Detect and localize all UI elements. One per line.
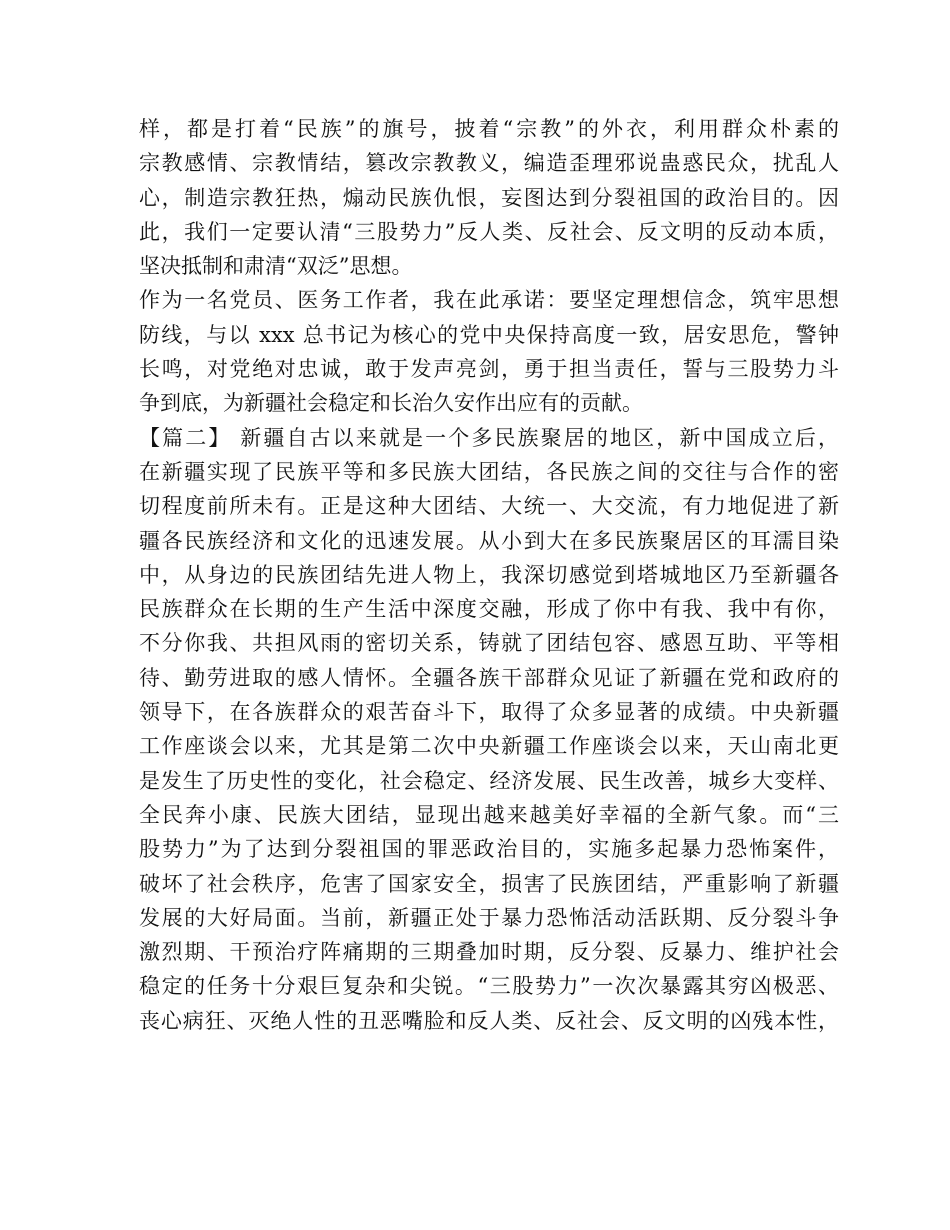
text-line: 切程度前所未有。正是这种大团结、大统一、大交流，有力地促进了新 <box>139 494 839 519</box>
text-line: 破坏了社会秩序，危害了国家安全，损害了民族团结，严重影响了新疆 <box>139 871 839 896</box>
text-line: 稳定的任务十分艰巨复杂和尖锐。“三股势力”一次次暴露其穷凶极恶、 <box>139 974 839 999</box>
text-line: 领导下，在各族群众的艰苦奋斗下，取得了众多显著的成绩。中央新疆 <box>139 700 839 725</box>
text-line: 心，制造宗教狂热，煽动民族仇恨，妄图达到分裂祖国的政治目的。因 <box>139 185 839 210</box>
text-line: 股势力”为了达到分裂祖国的罪恶政治目的，实施多起暴力恐怖案件， <box>139 837 839 862</box>
text-line: 发展的大好局面。当前，新疆正处于暴力恐怖活动活跃期、反分裂斗争 <box>139 905 839 930</box>
text-line: 不分你我、共担风雨的密切关系，铸就了团结包容、感恩互助、平等相 <box>139 631 839 656</box>
section-heading-line: 【篇二】 新疆自古以来就是一个多民族聚居的地区，新中国成立后， <box>139 425 839 450</box>
text-line: 在新疆实现了民族平等和多民族大团结，各民族之间的交往与合作的密 <box>139 459 839 484</box>
text-line: 激烈期、干预治疗阵痛期的三期叠加时期，反分裂、反暴力、维护社会 <box>139 940 839 965</box>
text-line: 争到底，为新疆社会稳定和长治久安作出应有的贡献。 <box>139 391 643 416</box>
text-line: 长鸣，对党绝对忠诚，敢于发声亮剑，勇于担当责任，誓与三股势力斗 <box>139 357 839 382</box>
text-line: 宗教感情、宗教情结，篡改宗教教义，编造歪理邪说蛊惑民众，扰乱人 <box>139 151 839 176</box>
text-line: 中，从身边的民族团结先进人物上，我深切感觉到塔城地区乃至新疆各 <box>139 562 839 587</box>
text-line: 疆各民族经济和文化的迅速发展。从小到大在多民族聚居区的耳濡目染 <box>139 528 839 553</box>
text-line: 作为一名党员、医务工作者，我在此承诺：要坚定理想信念，筑牢思想 <box>139 288 839 313</box>
text-line: 此，我们一定要认清“三股势力”反人类、反社会、反文明的反动本质， <box>139 219 839 244</box>
text-line: 民族群众在长期的生产生活中深度交融，形成了你中有我、我中有你， <box>139 597 839 622</box>
text-line: 工作座谈会以来，尤其是第二次中央新疆工作座谈会以来，天山南北更 <box>139 734 839 759</box>
text-line: 是发生了历史性的变化，社会稳定、经济发展、民生改善，城乡大变样、 <box>139 768 839 793</box>
text-line: 防线，与以 xxx 总书记为核心的党中央保持高度一致，居安思危，警钟 <box>139 322 839 347</box>
text-line: 丧心病狂、灭绝人性的丑恶嘴脸和反人类、反社会、反文明的凶残本性， <box>139 1008 839 1033</box>
text-line: 坚决抵制和肃清“双泛”思想。 <box>139 254 413 279</box>
document-body <box>139 112 839 1038</box>
text-line: 待、勤劳进取的感人情怀。全疆各族干部群众见证了新疆在党和政府的 <box>139 665 839 690</box>
text-line: 样，都是打着“民族”的旗号，披着“宗教”的外衣，利用群众朴素的 <box>139 117 839 141</box>
text-line: 全民奔小康、民族大团结，显现出越来越美好幸福的全新气象。而“三 <box>139 802 839 827</box>
